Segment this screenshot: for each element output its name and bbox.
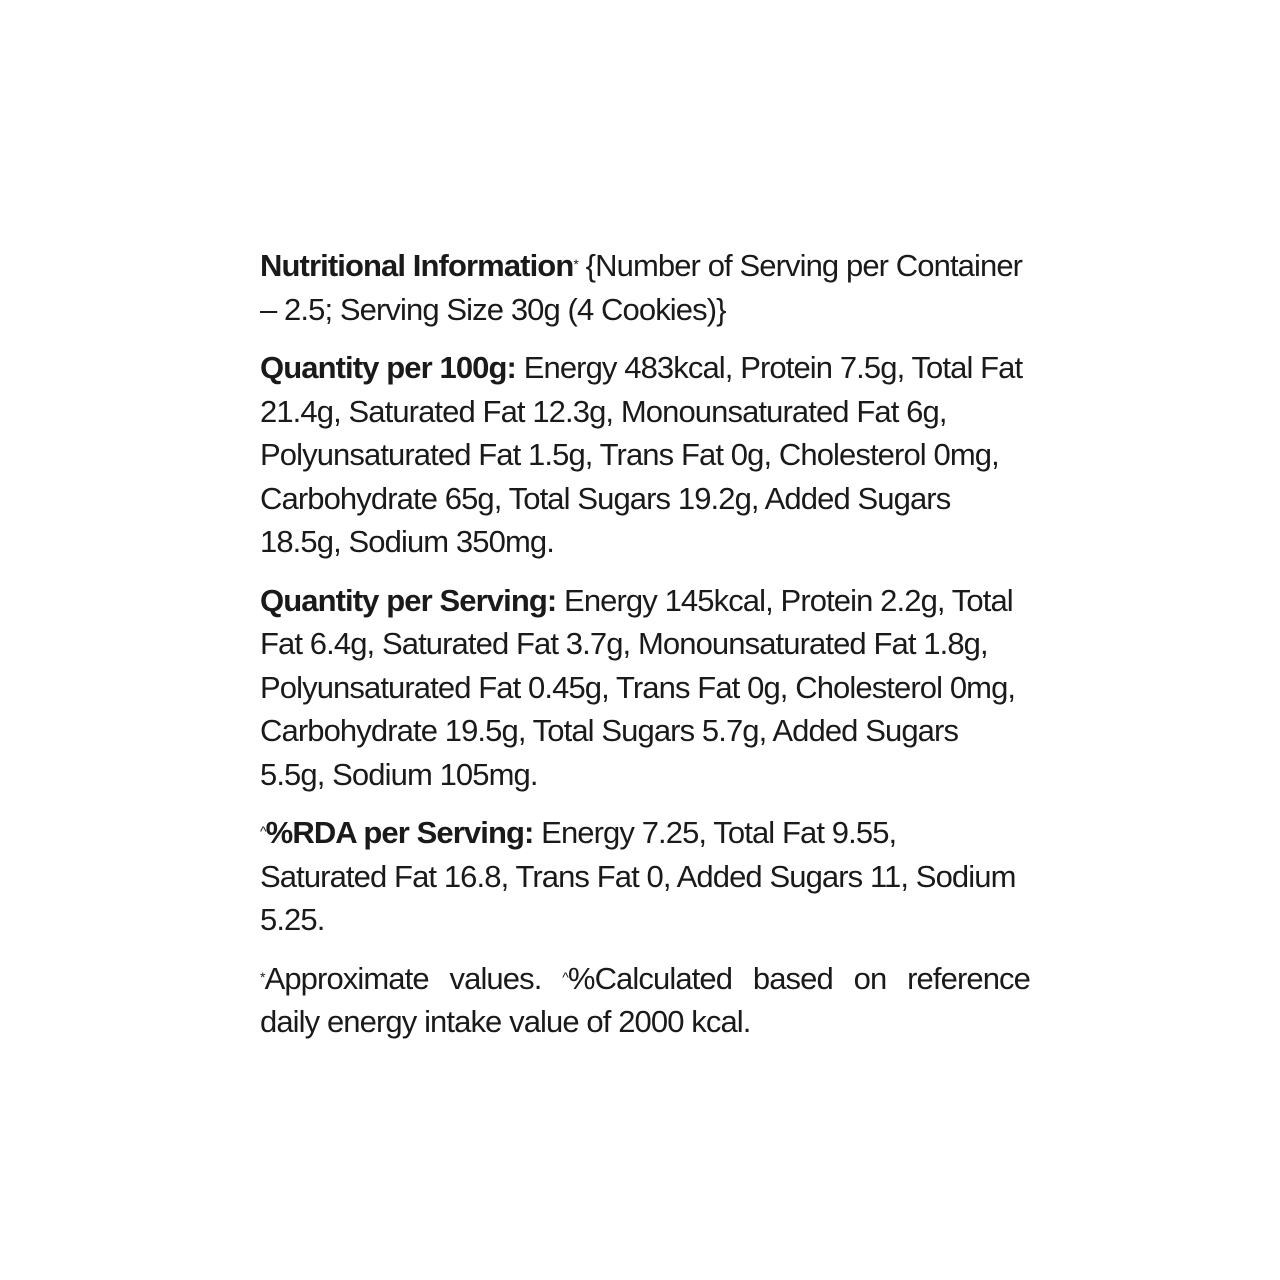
rda-per-serving-paragraph: [260, 811, 1030, 942]
rda-per-serving-heading: %RDA per Serving:: [265, 815, 534, 850]
serving-info-text: {Number of Serving per Container – 2.5; Serving Size 30g (4 Cookies)}: [260, 248, 1023, 327]
quantity-per-100g-text: Energy 483kcal, Protein 7.5g, Total Fat 21.4g, Saturated Fat 12.3g, Monounsaturated Fat 6g, Polyunsaturated Fat 1.5g, Trans Fat 0g, Cholesterol 0mg, Carbohydrate 65g, Total Sugars 19.2g, Added Sugars 18.5g, Sodium 350mg.: [260, 350, 1023, 559]
footnote-asterisk-mark: *: [260, 968, 265, 985]
footnote-calculation-text: %Calculated based on reference daily energy intake value of 2000 kcal.: [260, 960, 1030, 1039]
caret-mark: ^: [260, 823, 266, 839]
asterisk-mark: *: [573, 256, 578, 272]
quantity-per-serving-text: Energy 145kcal, Protein 2.2g, Total Fat 6.4g, Saturated Fat 3.7g, Monounsaturated Fat 1.8g, Polyunsaturated Fat 0.45g, Trans Fat 0g, Cholesterol 0mg, Carbohydrate 19.5g, Total Sugars 5.7g, Added Sugars 5.5g, Sodium 105mg.: [260, 582, 1016, 792]
nutritional-information-heading: Nutritional Information: [260, 248, 574, 283]
footnote-approximate-text: Approximate values.: [264, 960, 563, 996]
footnote-caret-mark: ^: [562, 968, 568, 985]
quantity-per-100g-heading: Quantity per 100g:: [260, 350, 516, 385]
nutritional-information-paragraph: [260, 244, 1030, 331]
footnote-paragraph: [260, 957, 1030, 1044]
quantity-per-100g-paragraph: [260, 346, 1030, 564]
rda-per-serving-text: Energy 7.25, Total Fat 9.55, Saturated Fat 16.8, Trans Fat 0, Added Sugars 11, Sodium 5.25.: [260, 815, 1016, 937]
quantity-per-serving-heading: Quantity per Serving:: [260, 582, 557, 618]
quantity-per-serving-paragraph: [260, 579, 1030, 797]
nutrition-label: [260, 244, 1030, 1059]
